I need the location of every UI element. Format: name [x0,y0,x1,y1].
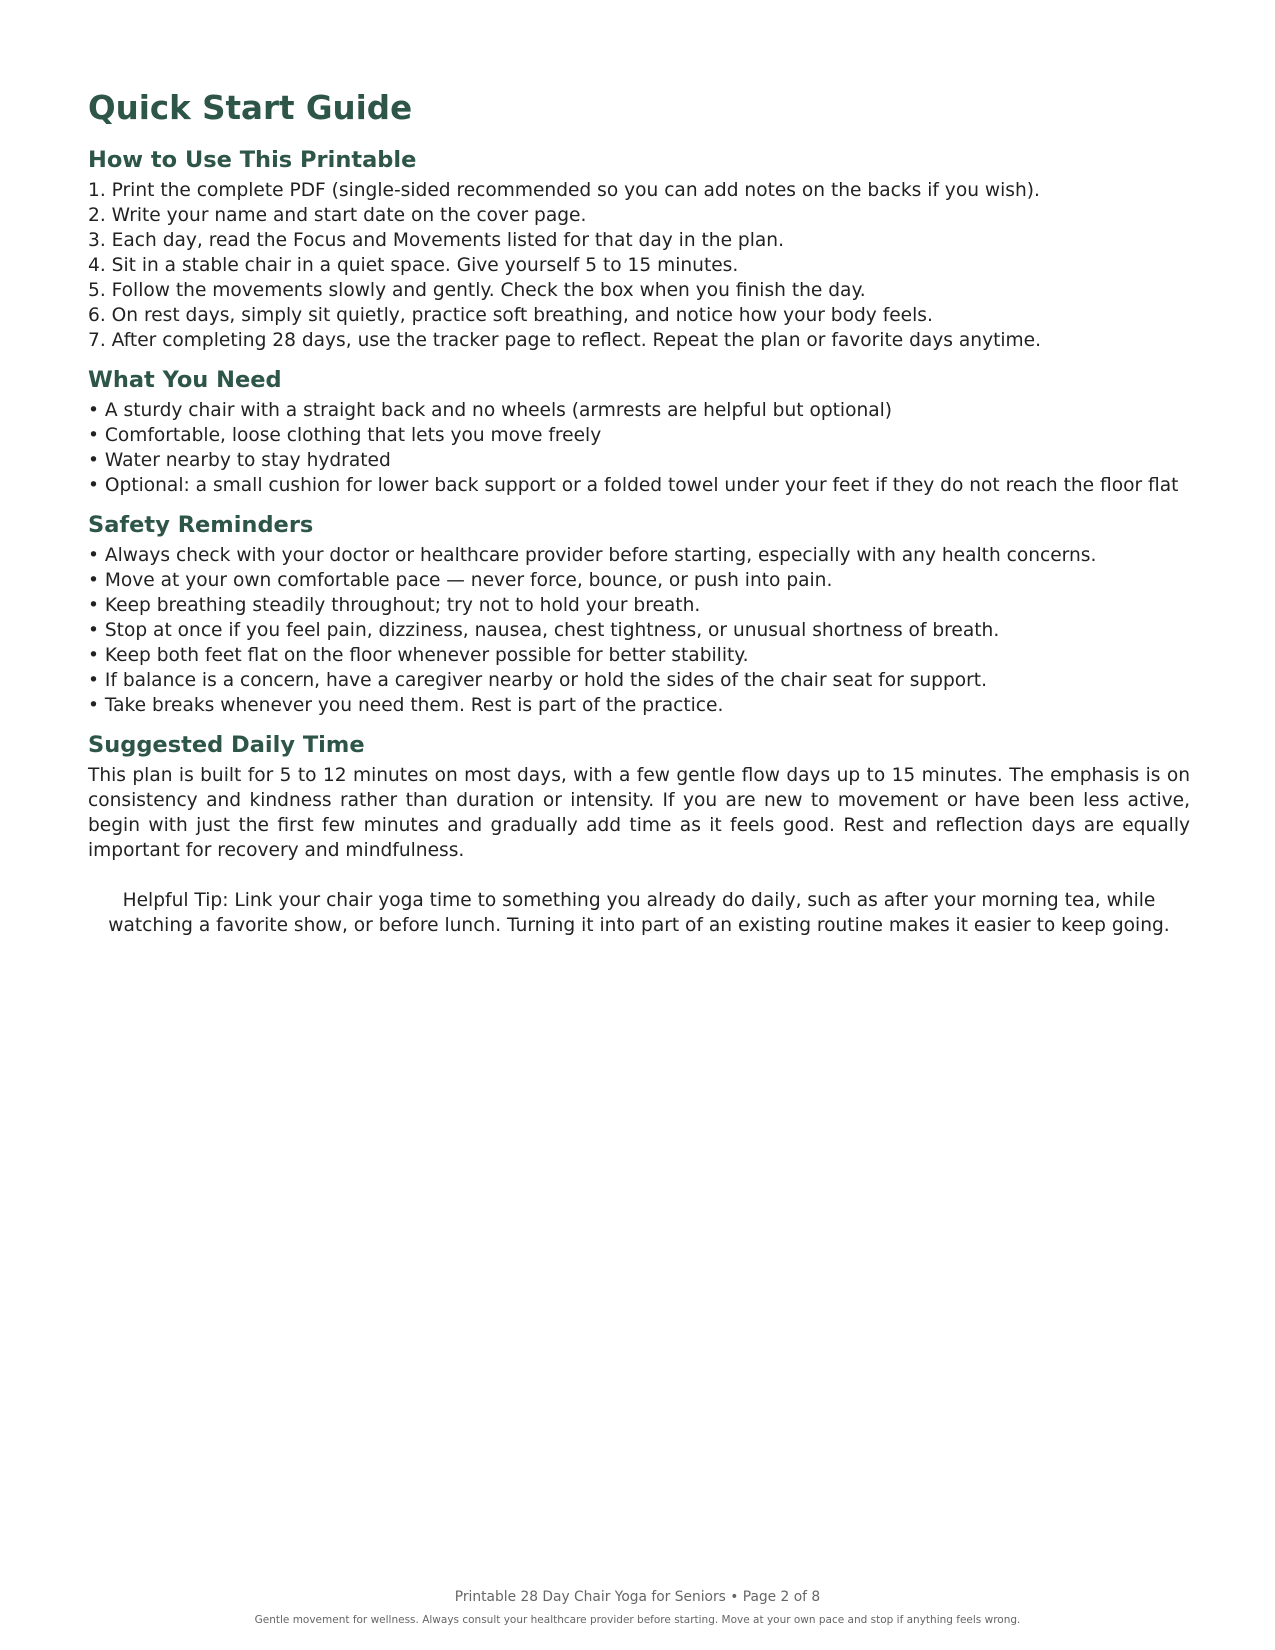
list-item: 3. Each day, read the Focus and Movements listed for that day in the plan. [88,230,784,252]
section-what-you-need [88,367,1190,498]
section-heading-daily-time: Suggested Daily Time [88,732,365,759]
section-heading-how-to-use: How to Use This Printable [88,147,417,174]
list-item: • Stop at once if you feel pain, dizziness, nausea, chest tightness, or unusual shortness of breath. [88,620,1000,642]
list-item: • Take breaks whenever you need them. Rest is part of the practice. [88,695,724,717]
list-item: • If balance is a concern, have a caregiver nearby or hold the sides of the chair seat for support. [88,670,988,692]
section-how-to-use [88,147,1190,353]
list-item: 4. Sit in a stable chair in a quiet space. Give yourself 5 to 15 minutes. [88,255,739,277]
section-safety-reminders [88,512,1190,718]
list-item: • A sturdy chair with a straight back and no wheels (armrests are helpful but optional) [88,400,893,422]
section-heading-safety: Safety Reminders [88,512,314,539]
list-item: 5. Follow the movements slowly and gently. Check the box when you finish the day. [88,280,866,302]
list-item: 2. Write your name and start date on the cover page. [88,205,587,227]
document-page [88,90,1190,952]
list-item: • Optional: a small cushion for lower back support or a folded towel under your feet if they do not reach the floor flat [88,475,1179,497]
list-item: • Keep both feet flat on the floor whenever possible for better stability. [88,645,749,667]
list-item: 1. Print the complete PDF (single-sided recommended so you can add notes on the backs if you wish). [88,180,1040,202]
daily-time-paragraph: This plan is built for 5 to 12 minutes on most days, with a few gentle flow days up to 15 minutes. The emphasis is on consistency and kindness rather than duration or intensity. If you are new to movement or have been less active, begin with just the first few minutes and gradually add time as it feels good. Rest and reflection days are equally important for recovery and mindfulness. [88,765,1190,862]
list-item: 7. After completing 28 days, use the tracker page to reflect. Repeat the plan or favorite days anytime. [88,330,1041,352]
footer-disclaimer: Gentle movement for wellness. Always consult your healthcare provider before starting. Move at your own pace and stop if anything feels wrong. [254,1614,1021,1626]
list-item: • Always check with your doctor or healthcare provider before starting, especially with any health concerns. [88,545,1097,567]
list-item: • Water nearby to stay hydrated [88,450,391,472]
helpful-tip: Helpful Tip: Link your chair yoga time to something you already do daily, such as after your morning tea, while watching a favorite show, or before lunch. Turning it into part of an existing routine makes it easier to keep going. [108,890,1170,937]
list-item: • Comfortable, loose clothing that lets you move freely [88,425,602,447]
page-title: Quick Start Guide [88,89,413,127]
list-item: 6. On rest days, simply sit quietly, practice soft breathing, and notice how your body feels. [88,305,933,327]
section-daily-time [88,732,1190,938]
footer-title: Printable 28 Day Chair Yoga for Seniors • Page 2 of 8 [454,1589,821,1605]
section-heading-what-you-need: What You Need [88,367,282,394]
list-item: • Move at your own comfortable pace — never force, bounce, or push into pain. [88,570,833,592]
list-item: • Keep breathing steadily throughout; try not to hold your breath. [88,595,701,617]
